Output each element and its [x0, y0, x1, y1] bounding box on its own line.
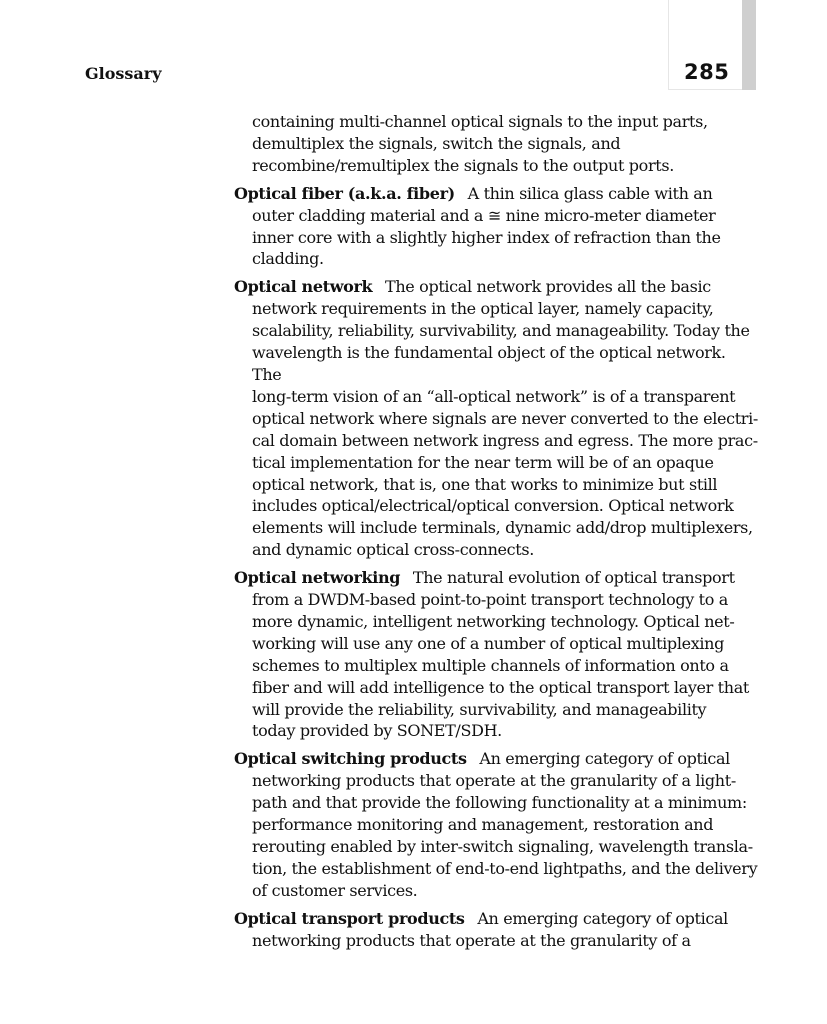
text-line: demultiplex the signals, switch the signals, and [252, 133, 621, 153]
page-edge-bar [742, 0, 756, 90]
text-line: tion, the establishment of end-to-end lightpaths, and the delivery [252, 858, 758, 878]
text-line: and dynamic optical cross-connects. [252, 540, 534, 560]
glossary-term: Optical networking [234, 568, 401, 588]
text-line: more dynamic, intelligent networking technology. Optical net- [252, 611, 735, 631]
text-line: cal domain between network ingress and egress. The more prac- [252, 430, 758, 450]
page-number: 285 [684, 60, 730, 84]
text-line: tical implementation for the near term will be of an opaque [252, 452, 714, 472]
text-line: networking products that operate at the granularity of a [252, 930, 691, 950]
text-line: performance monitoring and management, restoration and [252, 815, 714, 835]
text-line: wavelength is the fundamental object of the optical network. The [252, 343, 726, 384]
text-line: of customer services. [252, 880, 418, 900]
text-line: optical network, that is, one that works to minimize but still [252, 474, 718, 494]
glossary-entry-optical-fiber [234, 183, 758, 271]
text-line: network requirements in the optical layer, namely capacity, [252, 299, 714, 319]
glossary-term: Optical switching products [234, 749, 467, 769]
text-line: fiber and will add intelligence to the optical transport layer that [252, 677, 749, 697]
glossary-entry-optical-switching-products [234, 748, 758, 901]
glossary-term: Optical fiber (a.k.a. fiber) [234, 183, 455, 203]
text-line: rerouting enabled by inter-switch signaling, wavelength transla- [252, 837, 753, 856]
text-line: optical network where signals are never converted to the electri- [252, 408, 758, 428]
text-line: networking products that operate at the granularity of a light- [252, 771, 736, 791]
text-line: inner core with a slightly higher index of refraction than the [252, 227, 721, 247]
text-line: today provided by SONET/SDH. [252, 721, 502, 741]
text-line: long-term vision of an “all-optical network” is of a transparent [252, 386, 736, 406]
running-head: Glossary [85, 64, 162, 83]
text-line: from a DWDM-based point-to-point transport technology to a [252, 590, 728, 610]
glossary-entry-optical-networking [234, 567, 758, 742]
text-line: includes optical/electrical/optical conversion. Optical network [252, 496, 734, 516]
text-line: The optical network provides all the basic [385, 277, 711, 297]
text-line: scalability, reliability, survivability, and manageability. Today the [252, 321, 750, 341]
text-line: path and that provide the following functionality at a minimum: [252, 793, 747, 813]
text-line: working will use any one of a number of optical multiplexing [252, 633, 725, 653]
text-line: A thin silica glass cable with an [467, 183, 713, 203]
glossary-entry-optical-transport-products [234, 908, 758, 952]
text-line: An emerging category of optical [479, 749, 730, 769]
text-line: outer cladding material and a ≅ nine micro-meter diameter [252, 205, 716, 225]
text-line: schemes to multiplex multiple channels of information onto a [252, 655, 729, 675]
continuation-paragraph [234, 111, 758, 177]
text-line: cladding. [252, 249, 324, 269]
glossary-term: Optical network [234, 277, 373, 297]
glossary-entry-optical-network [234, 276, 758, 561]
glossary-entries [234, 111, 758, 958]
text-line: recombine/remultiplex the signals to the output ports. [252, 155, 674, 175]
text-line: will provide the reliability, survivability, and manageability [252, 699, 707, 719]
text-line: containing multi-channel optical signals to the input parts, [252, 112, 708, 131]
text-line: elements will include terminals, dynamic add/drop multiplexers, [252, 518, 753, 538]
text-line: An emerging category of optical [477, 908, 728, 928]
text-line: The natural evolution of optical transport [412, 568, 735, 588]
glossary-term: Optical transport products [234, 908, 465, 928]
